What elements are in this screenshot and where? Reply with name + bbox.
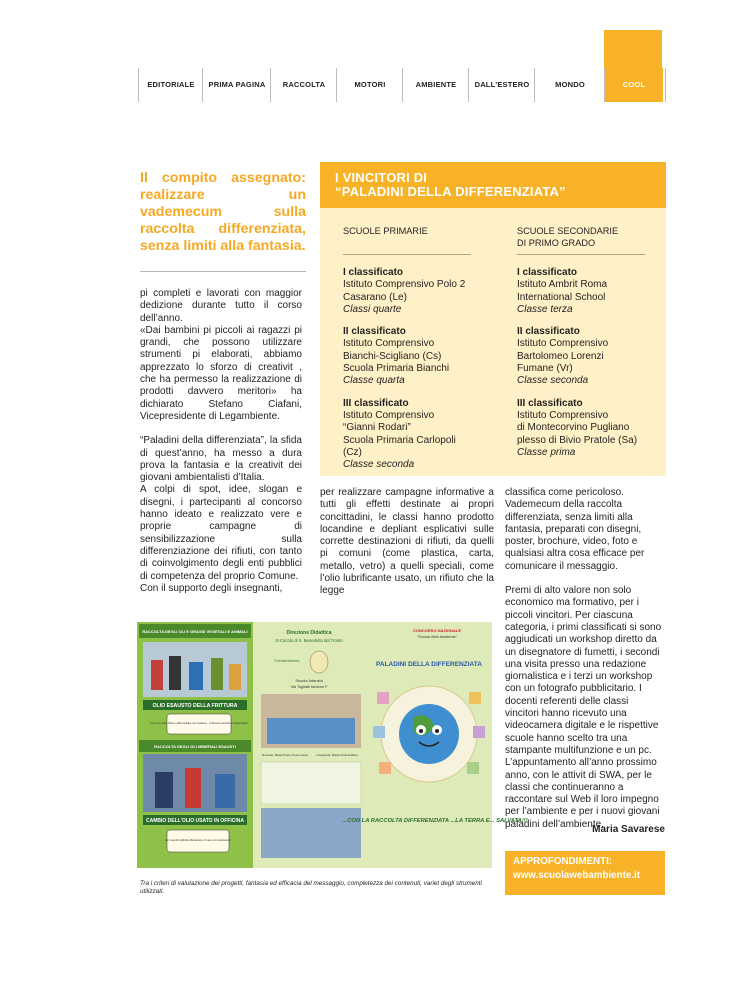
poster-arc-title: PALADINI DELLA DIFFERENZIATA — [376, 661, 482, 668]
nav-item-cool[interactable]: COOL — [604, 68, 663, 102]
approfondimenti-link[interactable]: www.scuolawebambiente.it — [513, 870, 641, 881]
school-line: Istituto Comprensivo — [517, 338, 609, 350]
poster-teachers-left: Docente: Maria Pucci, Pucci Laura — [261, 753, 309, 757]
poster-teachers-right: Insegnanti: Maria Cristina Bisio — [316, 753, 358, 757]
school-line: Scuola Primaria Carlopoli (Cz) — [343, 434, 456, 458]
nav-item-dallestero[interactable]: DALL'ESTERO — [468, 68, 535, 102]
intro-pullquote: Il compito assegnato: realizzare un vademecum sulla raccolta differenziata, senza limiti alla fantasia. — [140, 170, 306, 254]
school-line: “Gianni Rodari” — [343, 422, 411, 434]
poster-thumb — [469, 692, 481, 704]
school-line: Istituto Comprensivo — [343, 409, 435, 421]
winner-third — [517, 398, 645, 459]
placement-label: II classificato — [517, 326, 580, 338]
poster-thumb — [377, 692, 389, 704]
article-column-2 — [320, 487, 494, 598]
poster-center-subtitle: III Circolo di S. Benedetto del Tronto — [275, 638, 343, 643]
section-nav — [138, 68, 668, 102]
poster-left-header: RACCOLTA DEGLI OLI E GRASSI VEGETALI E ANIMALI — [142, 629, 248, 634]
winner-second — [343, 326, 471, 387]
school-line: di Montecorvino Pugliano — [517, 422, 630, 434]
class-line: Classi quarte — [343, 303, 402, 315]
poster-earth — [399, 704, 459, 764]
winners-title — [335, 171, 566, 199]
poster-thumb — [473, 726, 485, 738]
approfondimenti-box — [505, 851, 665, 895]
winners-title-line: I VINCITORI DI — [335, 170, 428, 185]
poster-label-officina: CAMBIO DELL'OLIO USATO IN OFFICINA — [146, 818, 244, 824]
poster-concorso-name: “Scuola Web Ambiente” — [417, 635, 457, 639]
category-divider — [517, 254, 645, 255]
poster-figure — [151, 660, 163, 690]
poster-school-address: Via Togliatti sezione F — [290, 685, 328, 689]
school-line: plesso di Bivio Pratole (Sa) — [517, 434, 638, 446]
school-line: Istituto Comprensivo — [517, 409, 609, 421]
placement-label: I classificato — [517, 267, 578, 278]
category-heading: SCUOLE SECONDARIE — [517, 226, 619, 236]
winner-first — [343, 267, 471, 316]
poster-artwork — [137, 622, 528, 868]
nav-item-mondo[interactable]: MONDO — [534, 68, 605, 102]
poster-crest — [310, 651, 328, 673]
school-line: Casarano (Le) — [343, 291, 407, 303]
paragraph: L’appuntamento all’anno prossimo anno, con le attivit di SWA, per le classi che continueranno a raccontare sul Web il loro impegno per l’ambiente e per i nuovi giovani paladini dell’ambiente. — [505, 757, 660, 830]
category-heading: SCUOLE PRIMARIE — [343, 226, 428, 236]
school-line: Bartolomeo Lorenzi — [517, 350, 604, 362]
class-line: Classe terza — [517, 303, 573, 315]
nav-item-prima-pagina[interactable]: PRIMA PAGINA — [202, 68, 271, 102]
approfondimenti-label: APPROFONDIMENTI: — [513, 856, 613, 867]
poster-center-title: Direzione Didattica — [286, 630, 332, 636]
poster-speech-text: Se il cambio dell'olio effettuerete, il mare non inquinerete! — [165, 839, 231, 842]
school-line: Istituto Comprensivo Polo 2 — [343, 279, 466, 291]
paragraph: Vademecum della raccolta differenziata, senza limiti alla fantasia, preparati con disegni, poster, brochure, video, foto e qualsiasi altra cosa efficace per comunicare il messaggio. — [505, 499, 645, 572]
winner-third — [343, 398, 471, 472]
nav-item-motori[interactable]: MOTORI — [336, 68, 403, 102]
poster-logo-text: ForeAmbiente — [274, 658, 300, 663]
school-line: Istituto Ambrit Roma — [517, 279, 608, 291]
poster-figure — [229, 664, 241, 690]
nav-item-ambiente[interactable]: AMBIENTE — [402, 68, 469, 102]
poster-speech-text: Il suo olio delle fritture nelle bottiglie non metterai... è davvero pericoloso dimenticalo! — [150, 722, 248, 725]
poster-left-header2: RACCOLTA DEGLI OLI MINERALI ESAUSTI — [154, 744, 236, 749]
poster-earth-pupil — [435, 729, 439, 733]
school-line: International School — [517, 291, 606, 303]
class-line: Classe seconda — [517, 375, 589, 387]
placement-label: II classificato — [343, 326, 406, 338]
winners-secondarie — [517, 226, 645, 469]
poster-thumb — [467, 762, 479, 774]
class-line: Classe prima — [517, 446, 576, 458]
placement-label: I classificato — [343, 267, 404, 278]
paragraph: A colpi di spot, idee, slogan e disegni, i partecipanti al concorso hanno ideato e realizzato vere e proprie campagne di sensibilizzazione sulla differenziazione dei rifiuti, con tanto di coinvolgimento degli enti pubblici di competenza del proprio Comune. — [140, 484, 302, 582]
poster-figure — [211, 658, 223, 690]
poster-thumb — [379, 762, 391, 774]
paragraph: per realizzare campagne informative a tutti gli effetti destinate ai propri concittadini, le classi hanno prodotto locandine e depliant esplicativi sulle corrette destinazioni di rifiuti, da quelli pi comuni (come plastica, carta, metallo, vetro) a quelli speciali, come l’olio lubrificante usato, un rifiuto che la legge — [320, 487, 494, 597]
poster-figure — [155, 772, 173, 808]
school-line: Bianchi-Scigliano (Cs) — [343, 350, 442, 362]
school-line: Istituto Comprensivo — [343, 338, 435, 350]
winners-title-line: “PALADINI DELLA DIFFERENZIATA” — [335, 184, 566, 199]
poster-figure — [189, 662, 203, 690]
poster-label-fritture: OLIO ESAUSTO DELLA FRITTURA — [152, 703, 238, 709]
paragraph: classifica come pericoloso. — [505, 487, 624, 498]
paragraph: «Dai bambini pi piccoli ai ragazzi pi grandi, che possono utilizzare strumenti pi elaborati, abbiamo apprezzato lo sforzo di creativit , che ha permesso la realizzazione di prodotti davvero meritori» ha dichiarato Stefano Ciafani, Vicepresidente di Legambiente. — [140, 324, 302, 422]
poster-school-name: Scuola Infanzia — [295, 678, 323, 683]
poster-caption: Tra i criteri di valutazione dei progetti, fantasia ed efficacia del messaggio, completezza dei contenuti, variet degli strumenti utilizzati. — [140, 880, 482, 895]
paragraph: Con il supporto degli insegnanti, — [140, 582, 283, 594]
poster-class-group — [267, 718, 355, 744]
category-divider — [343, 254, 471, 255]
placement-label: III classificato — [343, 397, 409, 409]
poster-figure — [169, 656, 181, 690]
poster-concorso: CONCORSO NAZIONALE — [413, 628, 461, 633]
poster-text-block — [261, 762, 361, 804]
category-heading-spacer — [343, 238, 471, 250]
paragraph: “Paladini della differenziata”, la sfida di quest’anno, ha messo a dura prova la fantasia e la creativit dei giovani ambientalisti d’Italia. — [140, 435, 302, 484]
intro-divider — [140, 271, 306, 272]
article-column-3 — [505, 487, 665, 831]
nav-item-raccolta[interactable]: RACCOLTA — [270, 68, 337, 102]
winner-first — [517, 267, 645, 316]
nav-divider — [665, 68, 666, 102]
poster-thumb — [373, 726, 385, 738]
winners-primarie — [343, 226, 471, 481]
school-line: Scuola Primaria Bianchi — [343, 363, 450, 375]
placement-label: III classificato — [517, 397, 583, 409]
winner-second — [517, 326, 645, 387]
poster-slogan: ...CON LA RACCOLTA DIFFERENZIATA ...LA TERRA E... SALVATA!!! — [342, 818, 528, 824]
poster-image — [137, 622, 528, 868]
class-line: Classe seconda — [343, 459, 415, 471]
poster-photo-bottom — [261, 808, 361, 858]
paragraph: pi completi e lavorati con maggior dedizione durante tutto il corso dell’anno. — [140, 288, 302, 324]
school-line: Fumane (Vr) — [517, 363, 573, 375]
category-heading: DI PRIMO GRADO — [517, 237, 596, 248]
class-line: Classe quarta — [343, 375, 405, 387]
author-signature: Maria Savarese — [592, 824, 665, 835]
poster-earth-pupil — [419, 729, 423, 733]
nav-item-editoriale[interactable]: EDITORIALE — [138, 68, 203, 102]
paragraph: Premi di alto valore non solo economico ma formativo, per i piccoli vincitori. Per ciascuna categoria, i primi classificati si sono aggiudicati un workshop diretto da un disegnatore di fumetti, i secondi una visita presso una redazione giornalistica e i terzi un workshop con un fotografo pubblicitario. I docenti referenti delle classi vincitori hanno ricevuto una videocamera digitale e le rispettive scuole hanno scelto tra una stampante multifunzione e un pc. — [505, 585, 662, 756]
poster-figure — [185, 768, 201, 808]
poster-figure — [215, 774, 235, 808]
article-column-1 — [140, 288, 302, 595]
